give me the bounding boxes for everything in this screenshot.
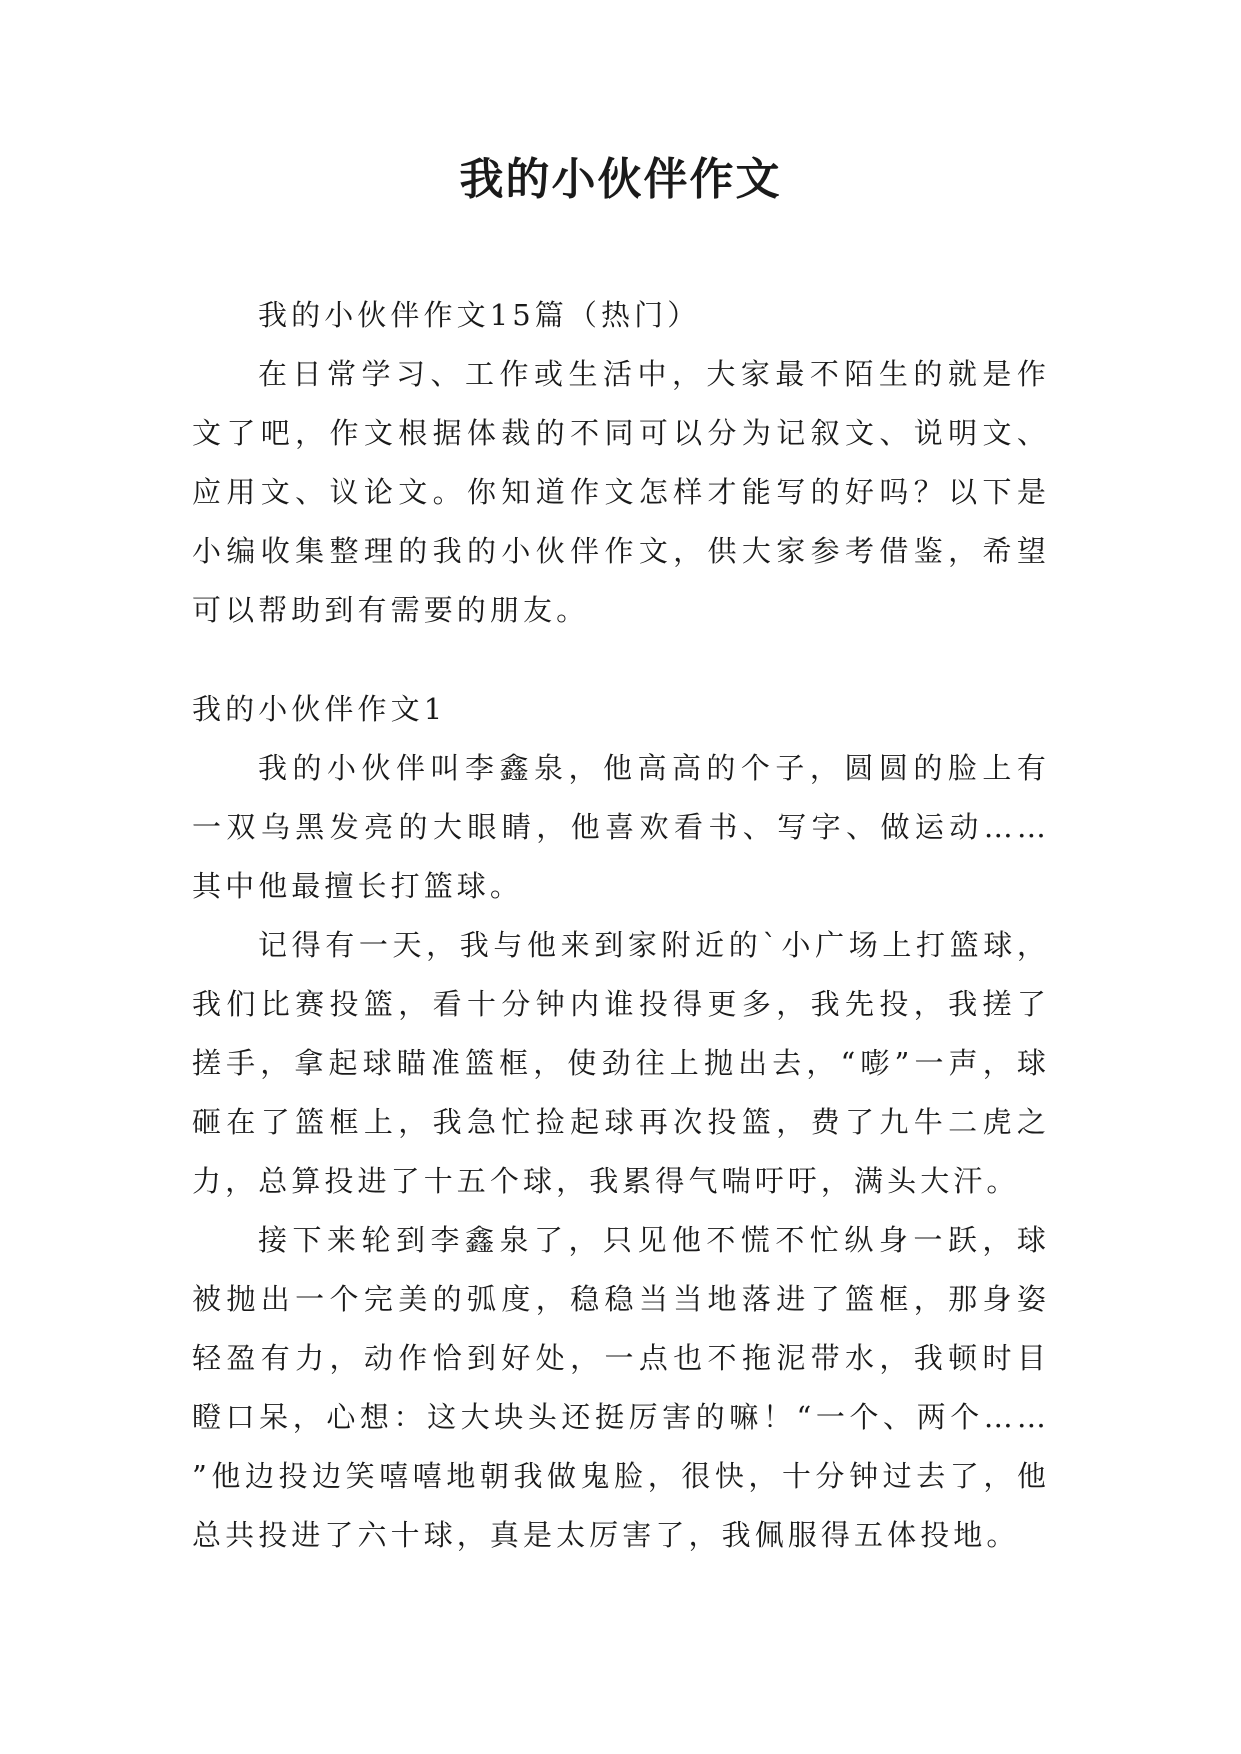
section-heading: 我的小伙伴作文1 — [192, 692, 447, 726]
section-paragraph-3: 接下来轮到李鑫泉了，只见他不慌不忙纵身一跃，球被抛出一个完美的弧度，稳稳当当地落进了篮框，那身姿轻盈有力，动作恰到好处，一点也不拖泥带水，我顿时目瞪口呆，心想：这大块头还挺厉害的嘛！“一个、两个……”他边投边笑嘻嘻地朝我做鬼脸，很快，十分钟过去了，他总共投进了六十球，真是太厉害了，我佩服得五体投地。 — [192, 1223, 1050, 1552]
document-subtitle: 我的小伙伴作文15篇（热门） — [258, 298, 701, 332]
document-body — [192, 286, 1050, 1565]
section-paragraph-1: 我的小伙伴叫李鑫泉，他高高的个子，圆圆的脸上有一双乌黑发亮的大眼睛，他喜欢看书、写字、做运动……其中他最擅长打篮球。 — [192, 751, 1050, 903]
intro-paragraph: 在日常学习、工作或生活中，大家最不陌生的就是作文了吧，作文根据体裁的不同可以分为记叙文、说明文、应用文、议论文。你知道作文怎样才能写的好吗？以下是小编收集整理的我的小伙伴作文，供大家参考借鉴，希望可以帮助到有需要的朋友。 — [192, 357, 1050, 627]
section-paragraph-2: 记得有一天，我与他来到家附近的`小广场上打篮球，我们比赛投篮，看十分钟内谁投得更多，我先投，我搓了搓手，拿起球瞄准篮框，使劲往上抛出去，“嘭”一声，球砸在了篮框上，我急忙捡起球再次投篮，费了九牛二虎之力，总算投进了十五个球，我累得气喘吁吁，满头大汗。 — [192, 928, 1050, 1198]
document-title: 我的小伙伴作文 — [459, 154, 782, 205]
